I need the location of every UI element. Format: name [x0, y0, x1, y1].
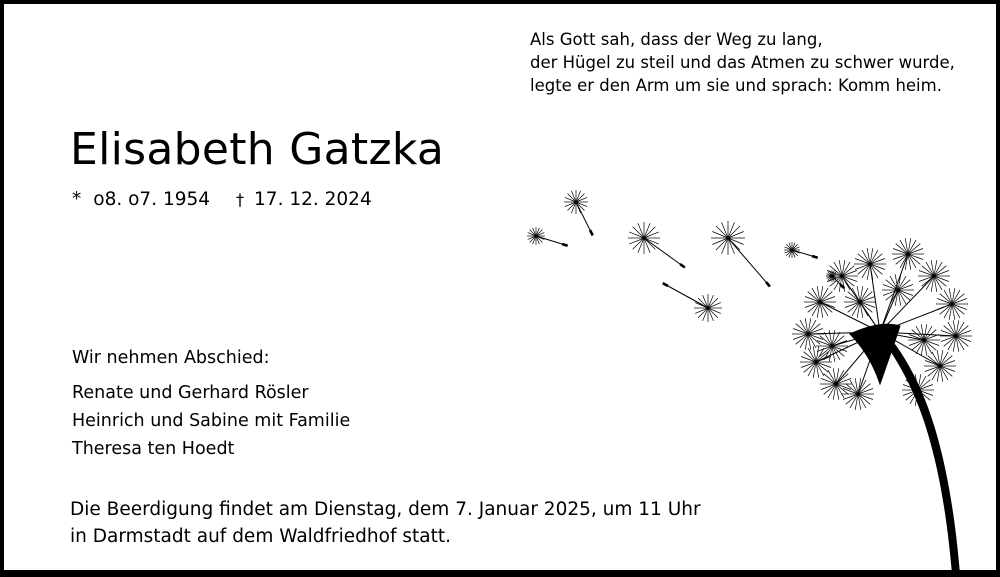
obituary-card — [4, 4, 996, 570]
deceased-name: Elisabeth Gatzka — [70, 124, 445, 175]
dandelion-stem — [876, 330, 960, 574]
funeral-line: Die Beerdigung findet am Dienstag, dem 7. Januar 2025, um 11 Uhr — [70, 499, 701, 520]
poem — [530, 28, 955, 97]
poem-line: legte er den Arm um sie und sprach: Komm heim. — [530, 76, 942, 95]
mourners-heading: Wir nehmen Abschied: — [72, 348, 270, 368]
life-dates — [72, 188, 372, 212]
funeral-line: in Darmstadt auf dem Waldfriedhof statt. — [70, 526, 451, 547]
poem-line: Als Gott sah, dass der Weg zu lang, — [530, 30, 823, 49]
mourner-name: Theresa ten Hoedt — [72, 439, 235, 459]
mourners-list — [72, 379, 350, 463]
mourner-name: Heinrich und Sabine mit Familie — [72, 411, 351, 431]
poem-line: der Hügel zu steil und das Atmen zu schwer wurde, — [530, 53, 955, 72]
birth-symbol: * — [72, 189, 82, 210]
mourner-name: Renate und Gerhard Rösler — [72, 383, 309, 403]
death-date: 17. 12. 2024 — [254, 189, 372, 210]
death-symbol: † — [236, 190, 245, 209]
dandelion-icon — [520, 184, 1000, 574]
flying-seeds — [527, 190, 844, 322]
birth-date: o8. o7. 1954 — [93, 189, 211, 210]
dandelion-head — [792, 238, 972, 410]
